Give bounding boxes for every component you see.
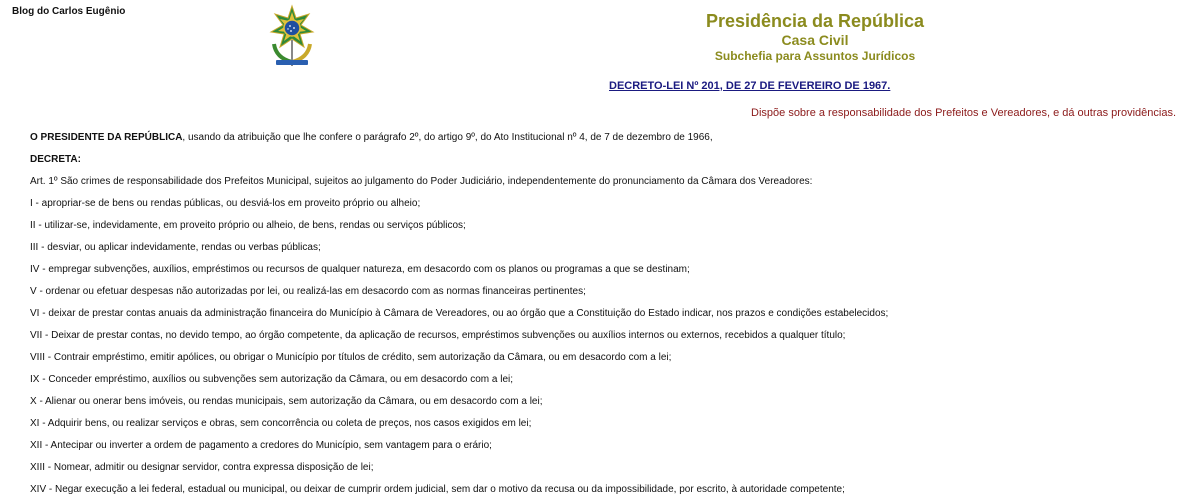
list-item: IV - empregar subvenções, auxílios, empréstimos ou recursos de qualquer natureza, em desacordo com os planos ou programas a que se destinam; bbox=[30, 264, 690, 275]
header-presidency: Presidência da República bbox=[705, 11, 925, 31]
preamble bbox=[30, 127, 1190, 149]
decreta-heading: DECRETA: bbox=[30, 154, 81, 165]
header bbox=[600, 10, 1030, 64]
article-1: Art. 1º São crimes de responsabilidade dos Prefeitos Municipal, sujeitos ao julgamento do Poder Judiciário, independentemente do pronunciamento da Câmara dos Vereadores: bbox=[30, 176, 813, 187]
list-item: III - desviar, ou aplicar indevidamente, rendas ou verbas públicas; bbox=[30, 242, 321, 253]
preamble-rest: , usando da atribuição que lhe confere o parágrafo 2º, do artigo 9º, do Ato Institucional nº 4, de 7 de dezembro de 1966, bbox=[182, 132, 713, 143]
list-item: I - apropriar-se de bens ou rendas públicas, ou desviá-los em proveito próprio ou alheio; bbox=[30, 198, 421, 209]
header-subchefia: Subchefia para Assuntos Jurídicos bbox=[714, 49, 916, 63]
list-item: VI - deixar de prestar contas anuais da administração financeira do Município à Câmara de Vereadores, ou ao órgão que a Constituição do Estado indicar, nos prazos e condições estabelecidos; bbox=[30, 308, 889, 319]
ementa: Dispõe sobre a responsabilidade dos Prefeitos e Vereadores, e dá outras providências. bbox=[751, 107, 1176, 119]
list-item: XI - Adquirir bens, ou realizar serviços e obras, sem concorrência ou coleta de preços, nos casos exigidos em lei; bbox=[30, 418, 532, 429]
list-item: VII - Deixar de prestar contas, no devido tempo, ao órgão competente, da aplicação de recursos, empréstimos subvenções ou auxílios internos ou externos, recebidos a qualquer título; bbox=[30, 330, 846, 341]
list-item: VIII - Contrair empréstimo, emitir apólices, ou obrigar o Município por títulos de crédito, sem autorização da Câmara, ou em desacordo com a lei; bbox=[30, 352, 672, 363]
list-item: IX - Conceder empréstimo, auxílios ou subvenções sem autorização da Câmara, ou em desacordo com a lei; bbox=[30, 374, 514, 385]
preamble-lead: O PRESIDENTE DA REPÚBLICA bbox=[30, 132, 183, 143]
decree-title-link[interactable]: DECRETO-LEI Nº 201, DE 27 DE FEVEREIRO DE 1967. bbox=[609, 80, 891, 92]
list-item: XIII - Nomear, admitir ou designar servidor, contra expressa disposição de lei; bbox=[30, 462, 374, 473]
list-item: XIV - Negar execução a lei federal, estadual ou municipal, ou deixar de cumprir ordem judicial, sem dar o motivo da recusa ou da impossibilidade, por escrito, à autoridade competente; bbox=[30, 484, 845, 495]
decree-body bbox=[30, 127, 1190, 501]
list-item: V - ordenar ou efetuar despesas não autorizadas por lei, ou realizá-las em desacordo com as normas financeiras pertinentes; bbox=[30, 286, 586, 297]
list-item: XII - Antecipar ou inverter a ordem de pagamento a credores do Município, sem vantagem para o erário; bbox=[30, 440, 492, 451]
header-casa-civil: Casa Civil bbox=[781, 32, 849, 48]
blog-name: Blog do Carlos Eugênio bbox=[12, 6, 126, 17]
list-item: X - Alienar ou onerar bens imóveis, ou rendas municipais, sem autorização da Câmara, ou em desacordo com a lei; bbox=[30, 396, 543, 407]
list-item: II - utilizar-se, indevidamente, em proveito próprio ou alheio, de bens, rendas ou serviços públicos; bbox=[30, 220, 466, 231]
coat-of-arms-icon bbox=[266, 4, 318, 68]
